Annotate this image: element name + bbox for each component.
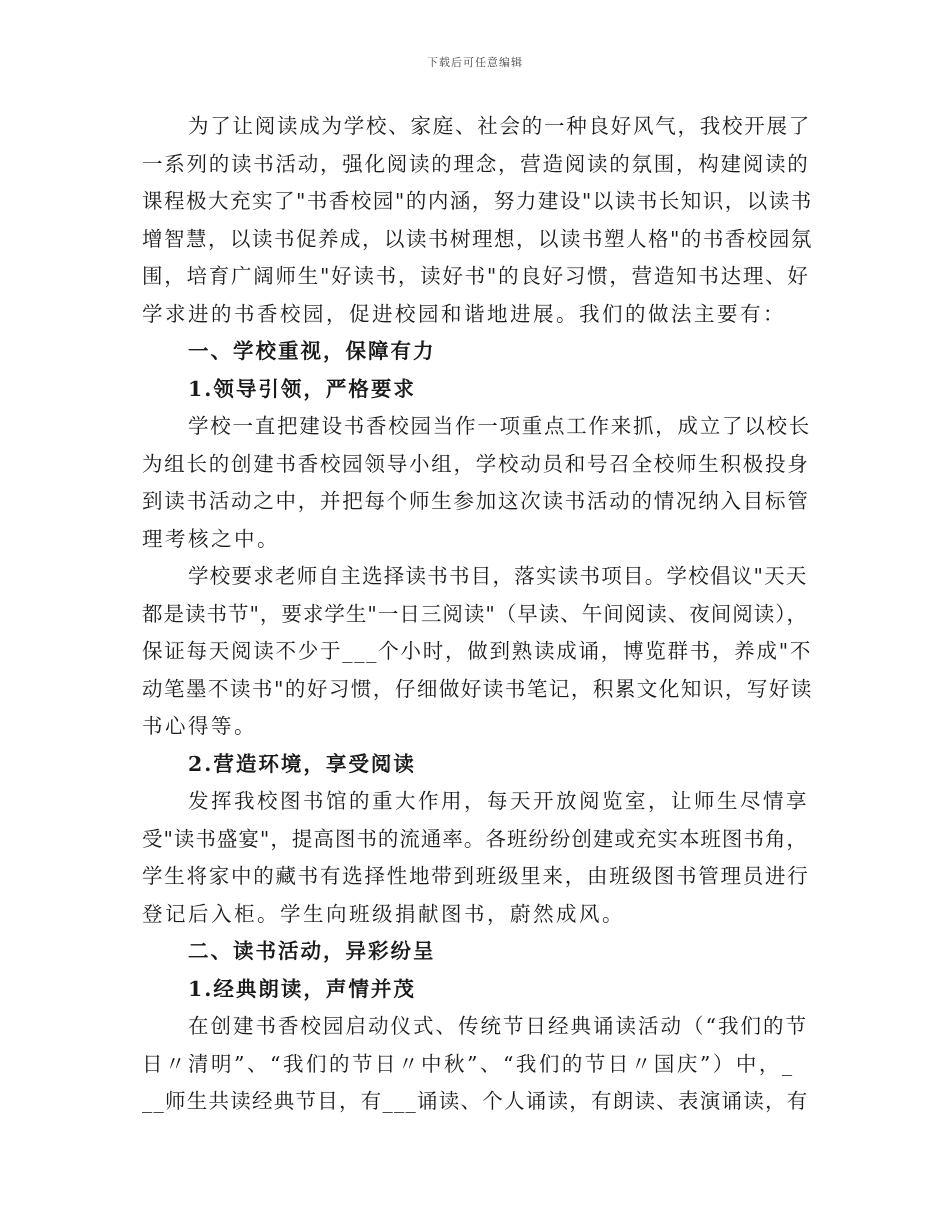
paragraph-line: 动笔墨不读书"的好习惯，仔细做好读书笔记，积累文化知识，写好读 [142,676,813,701]
paragraph-line: 书心得等。 [142,714,257,738]
paragraph-line: 围，培育广阔师生"好读书，读好书"的良好习惯，营造知书达理、好 [142,264,810,288]
paragraph-line: 都是读书节"，要求学生"一日三阅读"（早读、午间阅读、夜间阅读）， [142,601,809,626]
paragraph-line: 学生将家中的藏书有选择性地带到班级里来，由班级图书管理员进行 [142,864,810,888]
section-heading: 1.经典朗读，声情并茂 [188,976,416,1001]
paragraph-line: 课程极大充实了"书香校园"的内涵，努力建设"以读书长知识，以读书 [142,189,813,213]
paragraph-line: 学求进的书香校园，促进校园和谐地进展。我们的做法主要有： [142,301,786,326]
paragraph-first-line: 发挥我校图书馆的重大作用，每天开放阅览室，让师生尽情享 [188,789,809,813]
section-heading: 1.领导引领，严格要求 [188,376,416,401]
paragraph-line: 到读书活动之中，并把每个师生参加这次读书活动的情况纳入目标管 [142,489,810,513]
paragraph-first-line: 为了让阅读成为学校、家庭、社会的一种良好风气，我校开展了 [188,114,811,138]
paragraph-first-line: 学校要求老师自主选择读书书目，落实读书项目。学校倡议"天天 [188,564,808,588]
paragraph-first-line: 学校一直把建设书香校园当作一项重点工作来抓，成立了以校长 [188,414,811,438]
section-heading: 2.营造环境，享受阅读 [188,751,416,776]
paragraph-line: 增智慧，以读书促养成，以读书树理想，以读书塑人格"的书香校园氛 [142,226,813,251]
section-heading: 二、读书活动，异彩纷呈 [188,939,436,963]
paragraph-line: 一系列的读书活动，强化阅读的理念，营造阅读的氛围，构建阅读的 [142,151,810,176]
paragraph-line: 受"读书盛宴"，提高图书的流通率。各班纷纷创建或充实本班图书角， [142,826,808,851]
paragraph-line: 理考核之中。 [142,526,280,551]
paragraph-line: 登记后入柜。学生向班级捐献图书，蔚然成风。 [142,901,625,926]
section-heading: 一、学校重视，保障有力 [188,339,436,363]
paragraph-line: 为组长的创建书香校园领导小组，学校动员和号召全校师生积极投身 [142,451,810,476]
document-body [142,108,812,1121]
paragraph-line: 日〃清明”、“我们的节日〃中秋”、“我们的节日〃国庆”）中，_ [142,1051,795,1076]
paragraph-line: 保证每天阅读不少于___个小时，做到熟读成诵，博览群书，养成"不 [142,639,813,663]
paragraph-first-line: 在创建书香校园启动仪式、传统节日经典诵读活动（“我们的节 [188,1014,808,1038]
paragraph-line: __师生共读经典节目，有___诵读、个人诵读，有朗读、表演诵读，有 [142,1089,809,1113]
page-header-note: 下载后可任意编辑 [427,56,523,69]
